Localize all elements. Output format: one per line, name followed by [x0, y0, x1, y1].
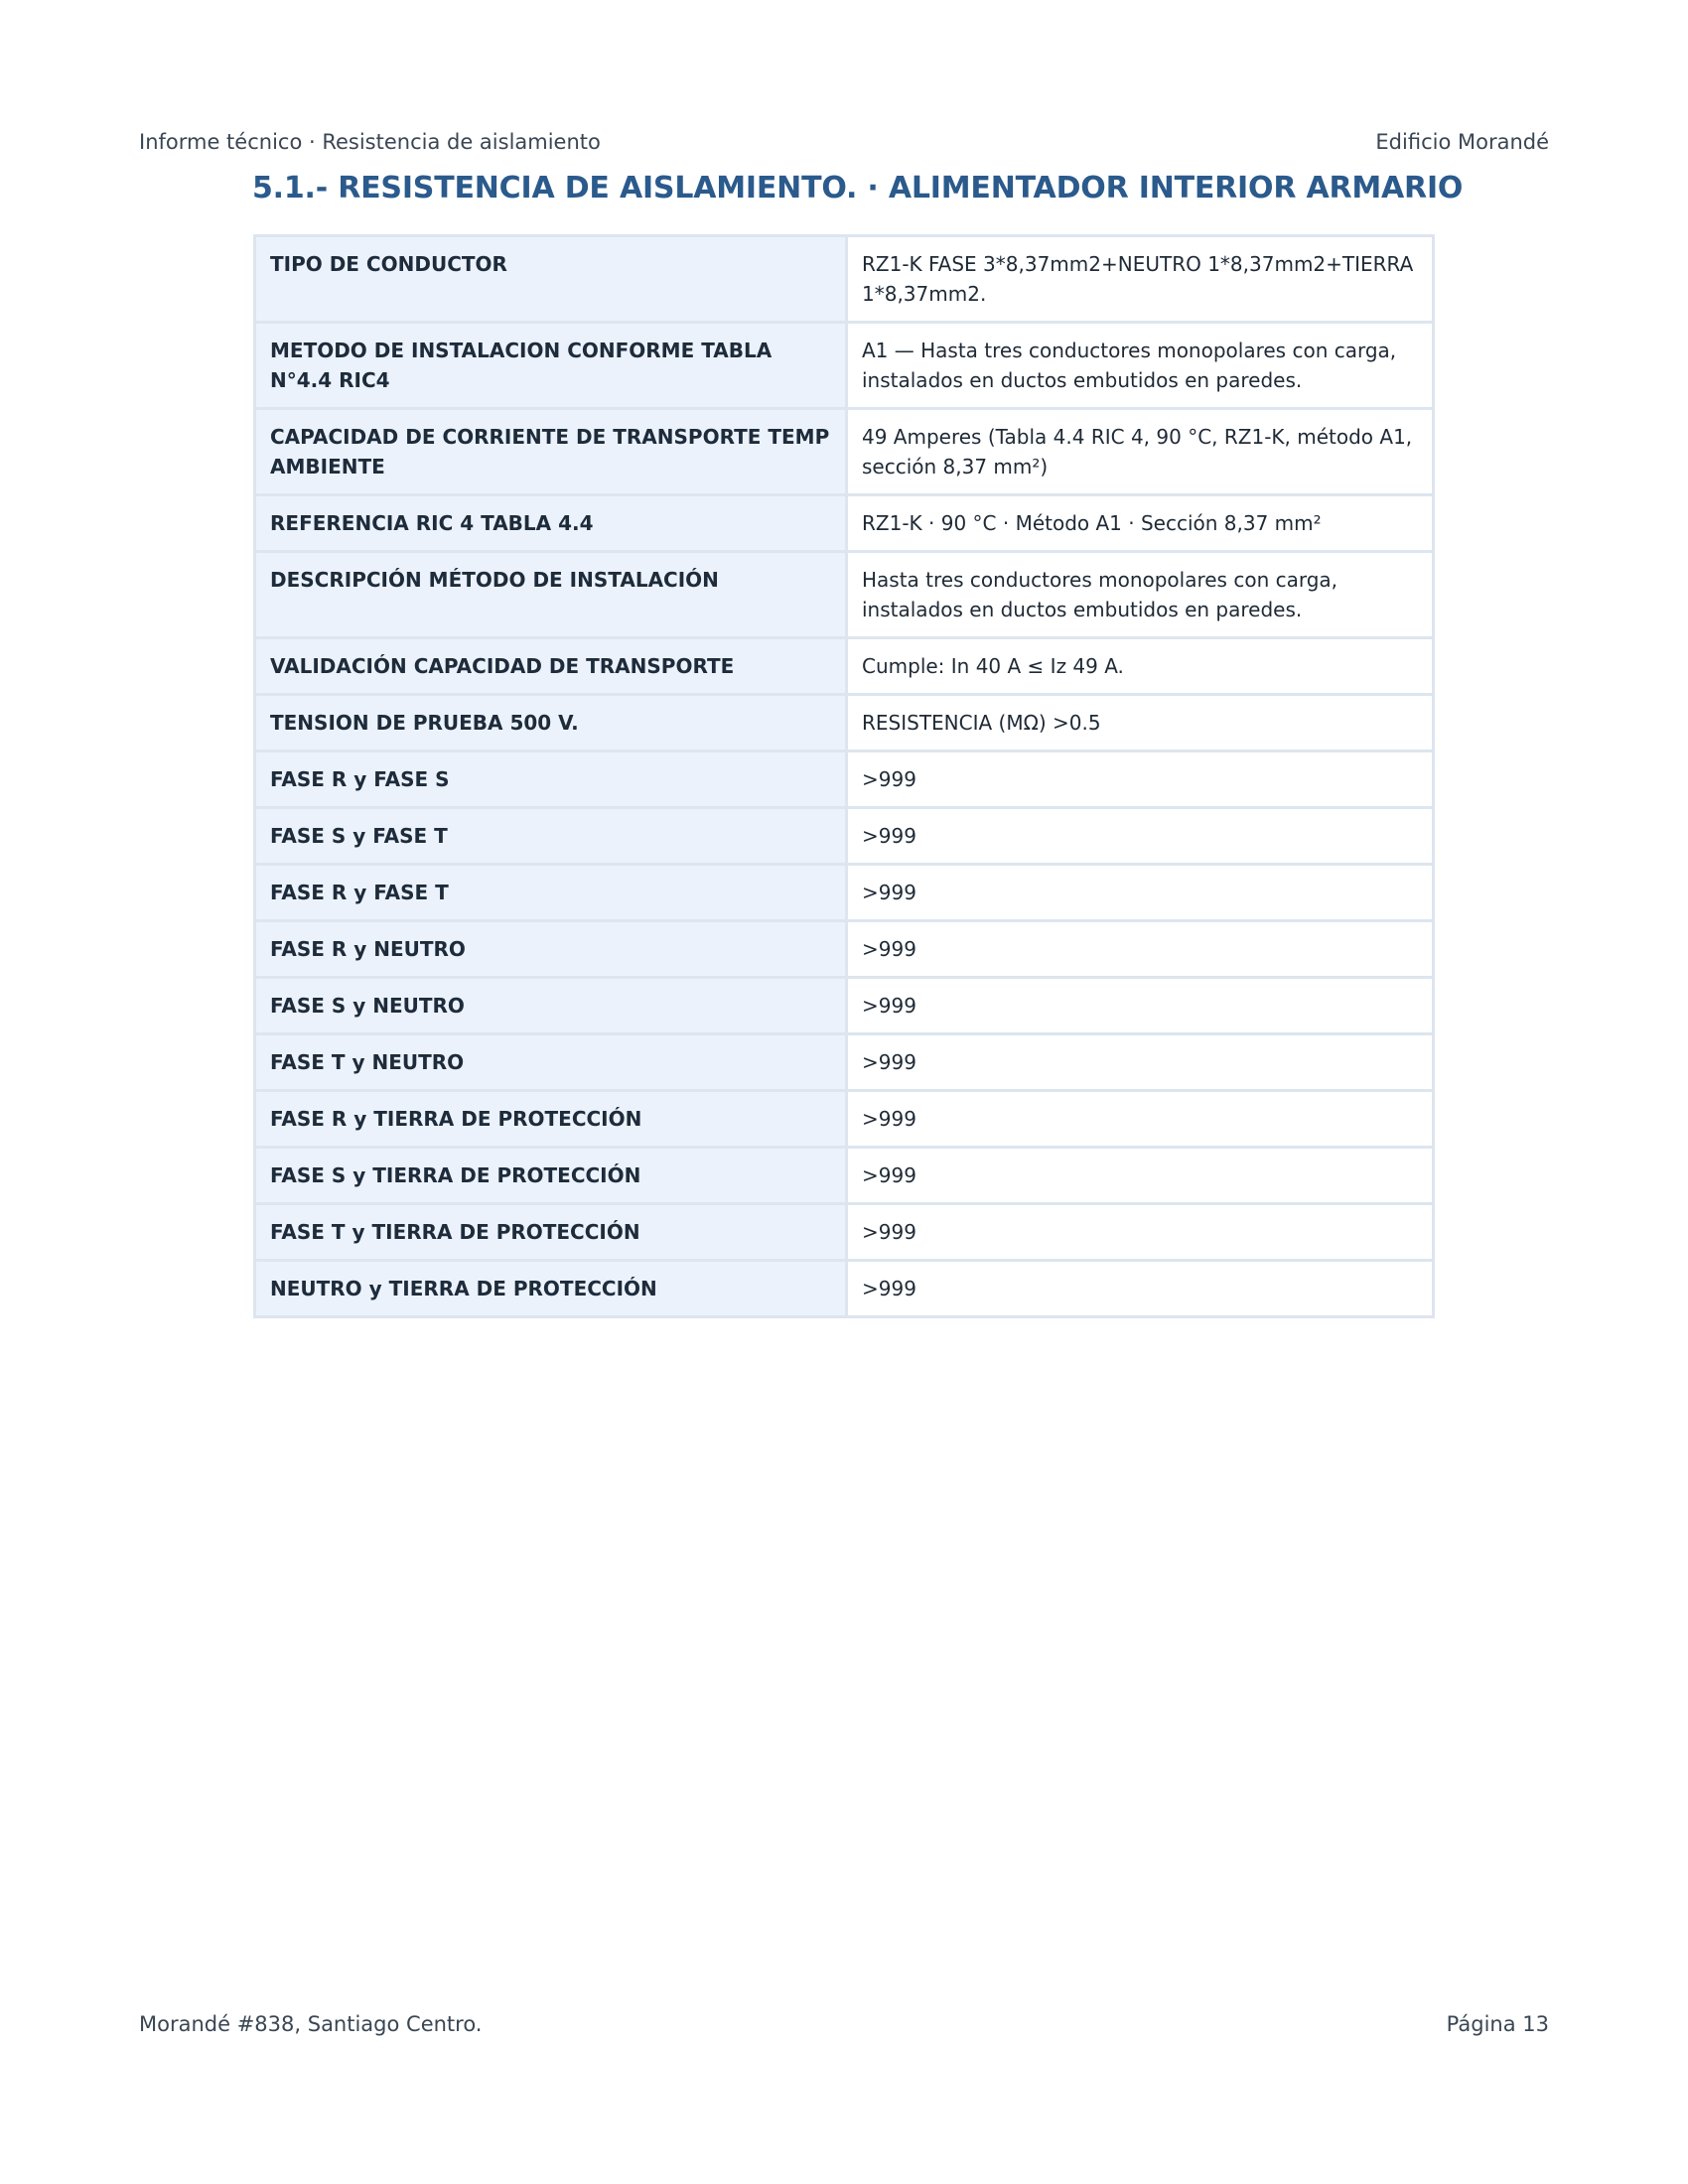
row-label: VALIDACIÓN CAPACIDAD DE TRANSPORTE	[255, 638, 847, 695]
table-row	[255, 695, 1434, 751]
row-label: FASE R y FASE S	[255, 751, 847, 808]
table-row	[255, 638, 1434, 695]
row-value: >999	[847, 978, 1434, 1034]
row-value: >999	[847, 751, 1434, 808]
row-value: >999	[847, 921, 1434, 978]
table-row	[255, 1034, 1434, 1091]
row-label: FASE S y TIERRA DE PROTECCIÓN	[255, 1148, 847, 1204]
page-header	[139, 126, 1549, 158]
header-report-title: Informe técnico · Resistencia de aislamiento	[139, 130, 601, 154]
table-row	[255, 751, 1434, 808]
row-value: >999	[847, 1204, 1434, 1261]
row-label: FASE R y FASE T	[255, 865, 847, 921]
row-label: DESCRIPCIÓN MÉTODO DE INSTALACIÓN	[255, 552, 847, 638]
table-row	[255, 495, 1434, 552]
table-row	[255, 1204, 1434, 1261]
table-row	[255, 323, 1434, 409]
table-row	[255, 808, 1434, 865]
row-label: FASE R y TIERRA DE PROTECCIÓN	[255, 1091, 847, 1148]
row-label: FASE T y TIERRA DE PROTECCIÓN	[255, 1204, 847, 1261]
page-footer	[139, 2007, 1549, 2041]
table-row	[255, 1148, 1434, 1204]
table-row	[255, 236, 1434, 323]
row-value: 49 Amperes (Tabla 4.4 RIC 4, 90 °C, RZ1-K, método A1, sección 8,37 mm²)	[847, 409, 1434, 495]
row-label: CAPACIDAD DE CORRIENTE DE TRANSPORTE TEMP AMBIENTE	[255, 409, 847, 495]
table-row	[255, 978, 1434, 1034]
row-value: >999	[847, 1034, 1434, 1091]
row-value: >999	[847, 1261, 1434, 1317]
row-label: FASE T y NEUTRO	[255, 1034, 847, 1091]
table-row	[255, 865, 1434, 921]
row-value: >999	[847, 865, 1434, 921]
row-label: METODO DE INSTALACION CONFORME TABLA N°4.4 RIC4	[255, 323, 847, 409]
footer-address: Morandé #838, Santiago Centro.	[139, 2012, 483, 2036]
table-row	[255, 552, 1434, 638]
row-value: RZ1-K FASE 3*8,37mm2+NEUTRO 1*8,37mm2+TIERRA 1*8,37mm2.	[847, 236, 1434, 323]
row-label: FASE R y NEUTRO	[255, 921, 847, 978]
row-label: REFERENCIA RIC 4 TABLA 4.4	[255, 495, 847, 552]
footer-page-number: Página 13	[1446, 2012, 1549, 2036]
row-label: FASE S y FASE T	[255, 808, 847, 865]
table-row	[255, 921, 1434, 978]
row-label: TIPO DE CONDUCTOR	[255, 236, 847, 323]
table-row	[255, 1261, 1434, 1317]
row-value: RESISTENCIA (MΩ) >0.5	[847, 695, 1434, 751]
row-value: Cumple: In 40 A ≤ Iz 49 A.	[847, 638, 1434, 695]
row-label: TENSION DE PRUEBA 500 V.	[255, 695, 847, 751]
row-label: FASE S y NEUTRO	[255, 978, 847, 1034]
row-value: RZ1-K · 90 °C · Método A1 · Sección 8,37 mm²	[847, 495, 1434, 552]
header-building-name: Edificio Morandé	[1375, 130, 1549, 154]
row-value: A1 — Hasta tres conductores monopolares con carga, instalados en ductos embutidos en paredes.	[847, 323, 1434, 409]
row-value: Hasta tres conductores monopolares con carga, instalados en ductos embutidos en paredes.	[847, 552, 1434, 638]
table-row	[255, 1091, 1434, 1148]
row-value: >999	[847, 808, 1434, 865]
row-label: NEUTRO y TIERRA DE PROTECCIÓN	[255, 1261, 847, 1317]
row-value: >999	[847, 1091, 1434, 1148]
table-row	[255, 409, 1434, 495]
section-title: 5.1.- RESISTENCIA DE AISLAMIENTO. · ALIMENTADOR INTERIOR ARMARIO	[252, 171, 1464, 205]
row-value: >999	[847, 1148, 1434, 1204]
insulation-resistance-table	[253, 234, 1435, 1318]
